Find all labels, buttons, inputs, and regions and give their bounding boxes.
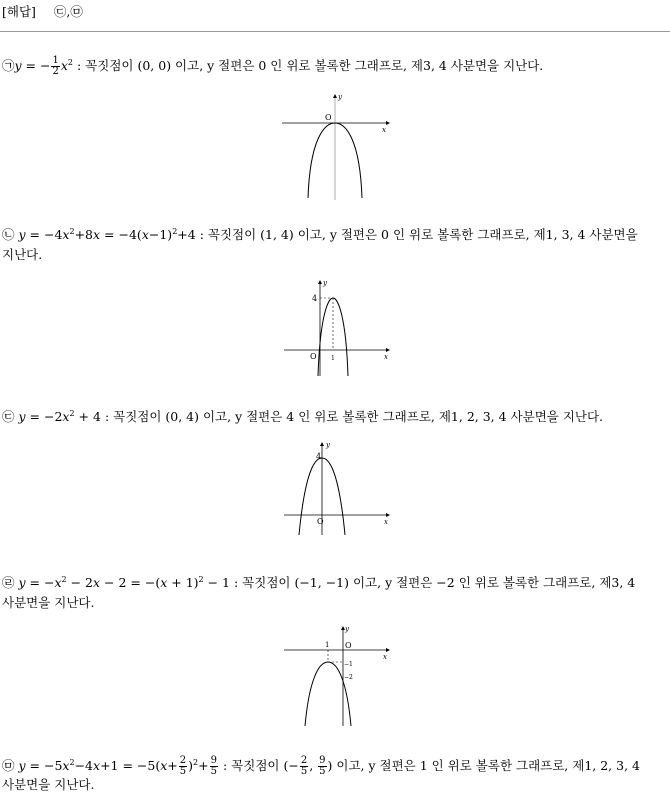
graph-4-tick-y2: −2 <box>344 674 353 681</box>
item-1-text: : 꼭짓점이 (0, 0) 이고, y 절편은 0 인 위로 볼록한 그래프로, 제3, 4 사분면을 지난다. <box>77 58 544 74</box>
graph-4-y-label: y <box>345 625 349 633</box>
item-5: ㉤ $y = -5x^2-4x+1 = -5(x+$ $\frac{2}{5}$ )$^2$+ $\frac{9}{5}$ : 꼭짓점이 (− $\frac{2}{5}$ , $\frac{9}{5}$ ) 이고, y 절편은 1 인 위로 볼록한 그래프로, 제1, 2, 3, 4 <box>2 755 640 778</box>
item-3-marker: ㉢ <box>2 409 15 425</box>
item-1-marker: ㉠ <box>2 58 15 74</box>
item-4-text: : 꼭짓점이 (−1, −1) 이고, y 절편은 −2 인 위로 볼록한 그래프로, 제3, 4 <box>233 575 636 591</box>
graph-2-curve <box>318 298 348 376</box>
graph-3-y-label: y <box>326 441 330 449</box>
item-5-text: : 꼭짓점이 <box>222 758 280 774</box>
graph-2-x-label: x <box>384 353 388 361</box>
graph-4-x-label: x <box>383 653 387 661</box>
graph-4-origin-label: O <box>345 641 352 650</box>
item-4: ㉣ $y = -x^2 - 2x - 2 = -(x + 1)^2 - 1$ : 꼭짓점이 (−1, −1) 이고, y 절편은 −2 인 위로 볼록한 그래프로, 제3, 4 <box>2 575 636 591</box>
graph-2-tick-y: 4 <box>312 294 318 303</box>
item-4-marker: ㉣ <box>2 575 15 591</box>
graph-1-x-label: x <box>382 126 386 134</box>
graph-3-tick-y: 4 <box>316 452 322 461</box>
item-2: ㉡ $y = -4x^2+8x = -4(x-1)^2+4$ : 꼭짓점이 (1, 4) 이고, y 절편은 0 인 위로 볼록한 그래프로, 제1, 3, 4 사분면을 <box>2 227 638 243</box>
item-5-cont: 사분면을 지난다. <box>2 777 95 792</box>
item-2-text: : 꼭짓점이 (1, 4) 이고, y 절편은 0 인 위로 볼록한 그래프로, 제1, 3, 4 사분면을 <box>199 227 638 243</box>
graph-2 <box>282 276 392 381</box>
item-3: ㉢ $y = -2x^2 + 4$ : 꼭짓점이 (0, 4) 이고, y 절편은 4 인 위로 볼록한 그래프로, 제1, 2, 3, 4 사분면을 지난다. <box>2 409 604 425</box>
graph-4-curve <box>305 662 351 726</box>
graph-2-y-label: y <box>323 279 327 287</box>
item-5-text-mid: 이고, y 절편은 1 인 위로 볼록한 그래프로, 제1, 2, 3, 4 <box>336 758 640 774</box>
answer-value: ㉢,㉤ <box>53 4 83 19</box>
graph-2-tick-x: 1 <box>331 355 335 362</box>
graph-3-x-label: x <box>384 518 388 526</box>
item-2-marker: ㉡ <box>2 227 15 243</box>
divider <box>0 31 670 32</box>
graph-4-tick-x: 1 <box>325 641 330 649</box>
graph-1 <box>278 90 393 205</box>
item-4-cont: 사분면을 지난다. <box>2 595 95 610</box>
graph-4-tick-y1: −1 <box>344 661 353 668</box>
item-3-text: : 꼭짓점이 (0, 4) 이고, y 절편은 4 인 위로 볼록한 그래프로, 제1, 2, 3, 4 사분면을 지난다. <box>104 409 604 425</box>
item-2-cont: 지난다. <box>2 247 43 262</box>
graph-1-origin-label: O <box>325 113 332 122</box>
item-1: ㉠y = − $\frac{1}{2}$ $x^2$ : 꼭짓점이 (0, 0) 이고, y 절편은 0 인 위로 볼록한 그래프로, 제3, 4 사분면을 지난다. <box>2 55 544 78</box>
item-5-marker: ㉤ <box>2 758 15 774</box>
answer-label: [해답] <box>2 4 36 19</box>
graph-4 <box>282 622 392 728</box>
answer-header <box>2 2 97 20</box>
graph-3 <box>282 438 392 538</box>
graph-1-y-label: y <box>338 93 342 101</box>
graph-2-origin-label: O <box>310 352 317 361</box>
graph-3-origin-label: O <box>317 517 324 526</box>
